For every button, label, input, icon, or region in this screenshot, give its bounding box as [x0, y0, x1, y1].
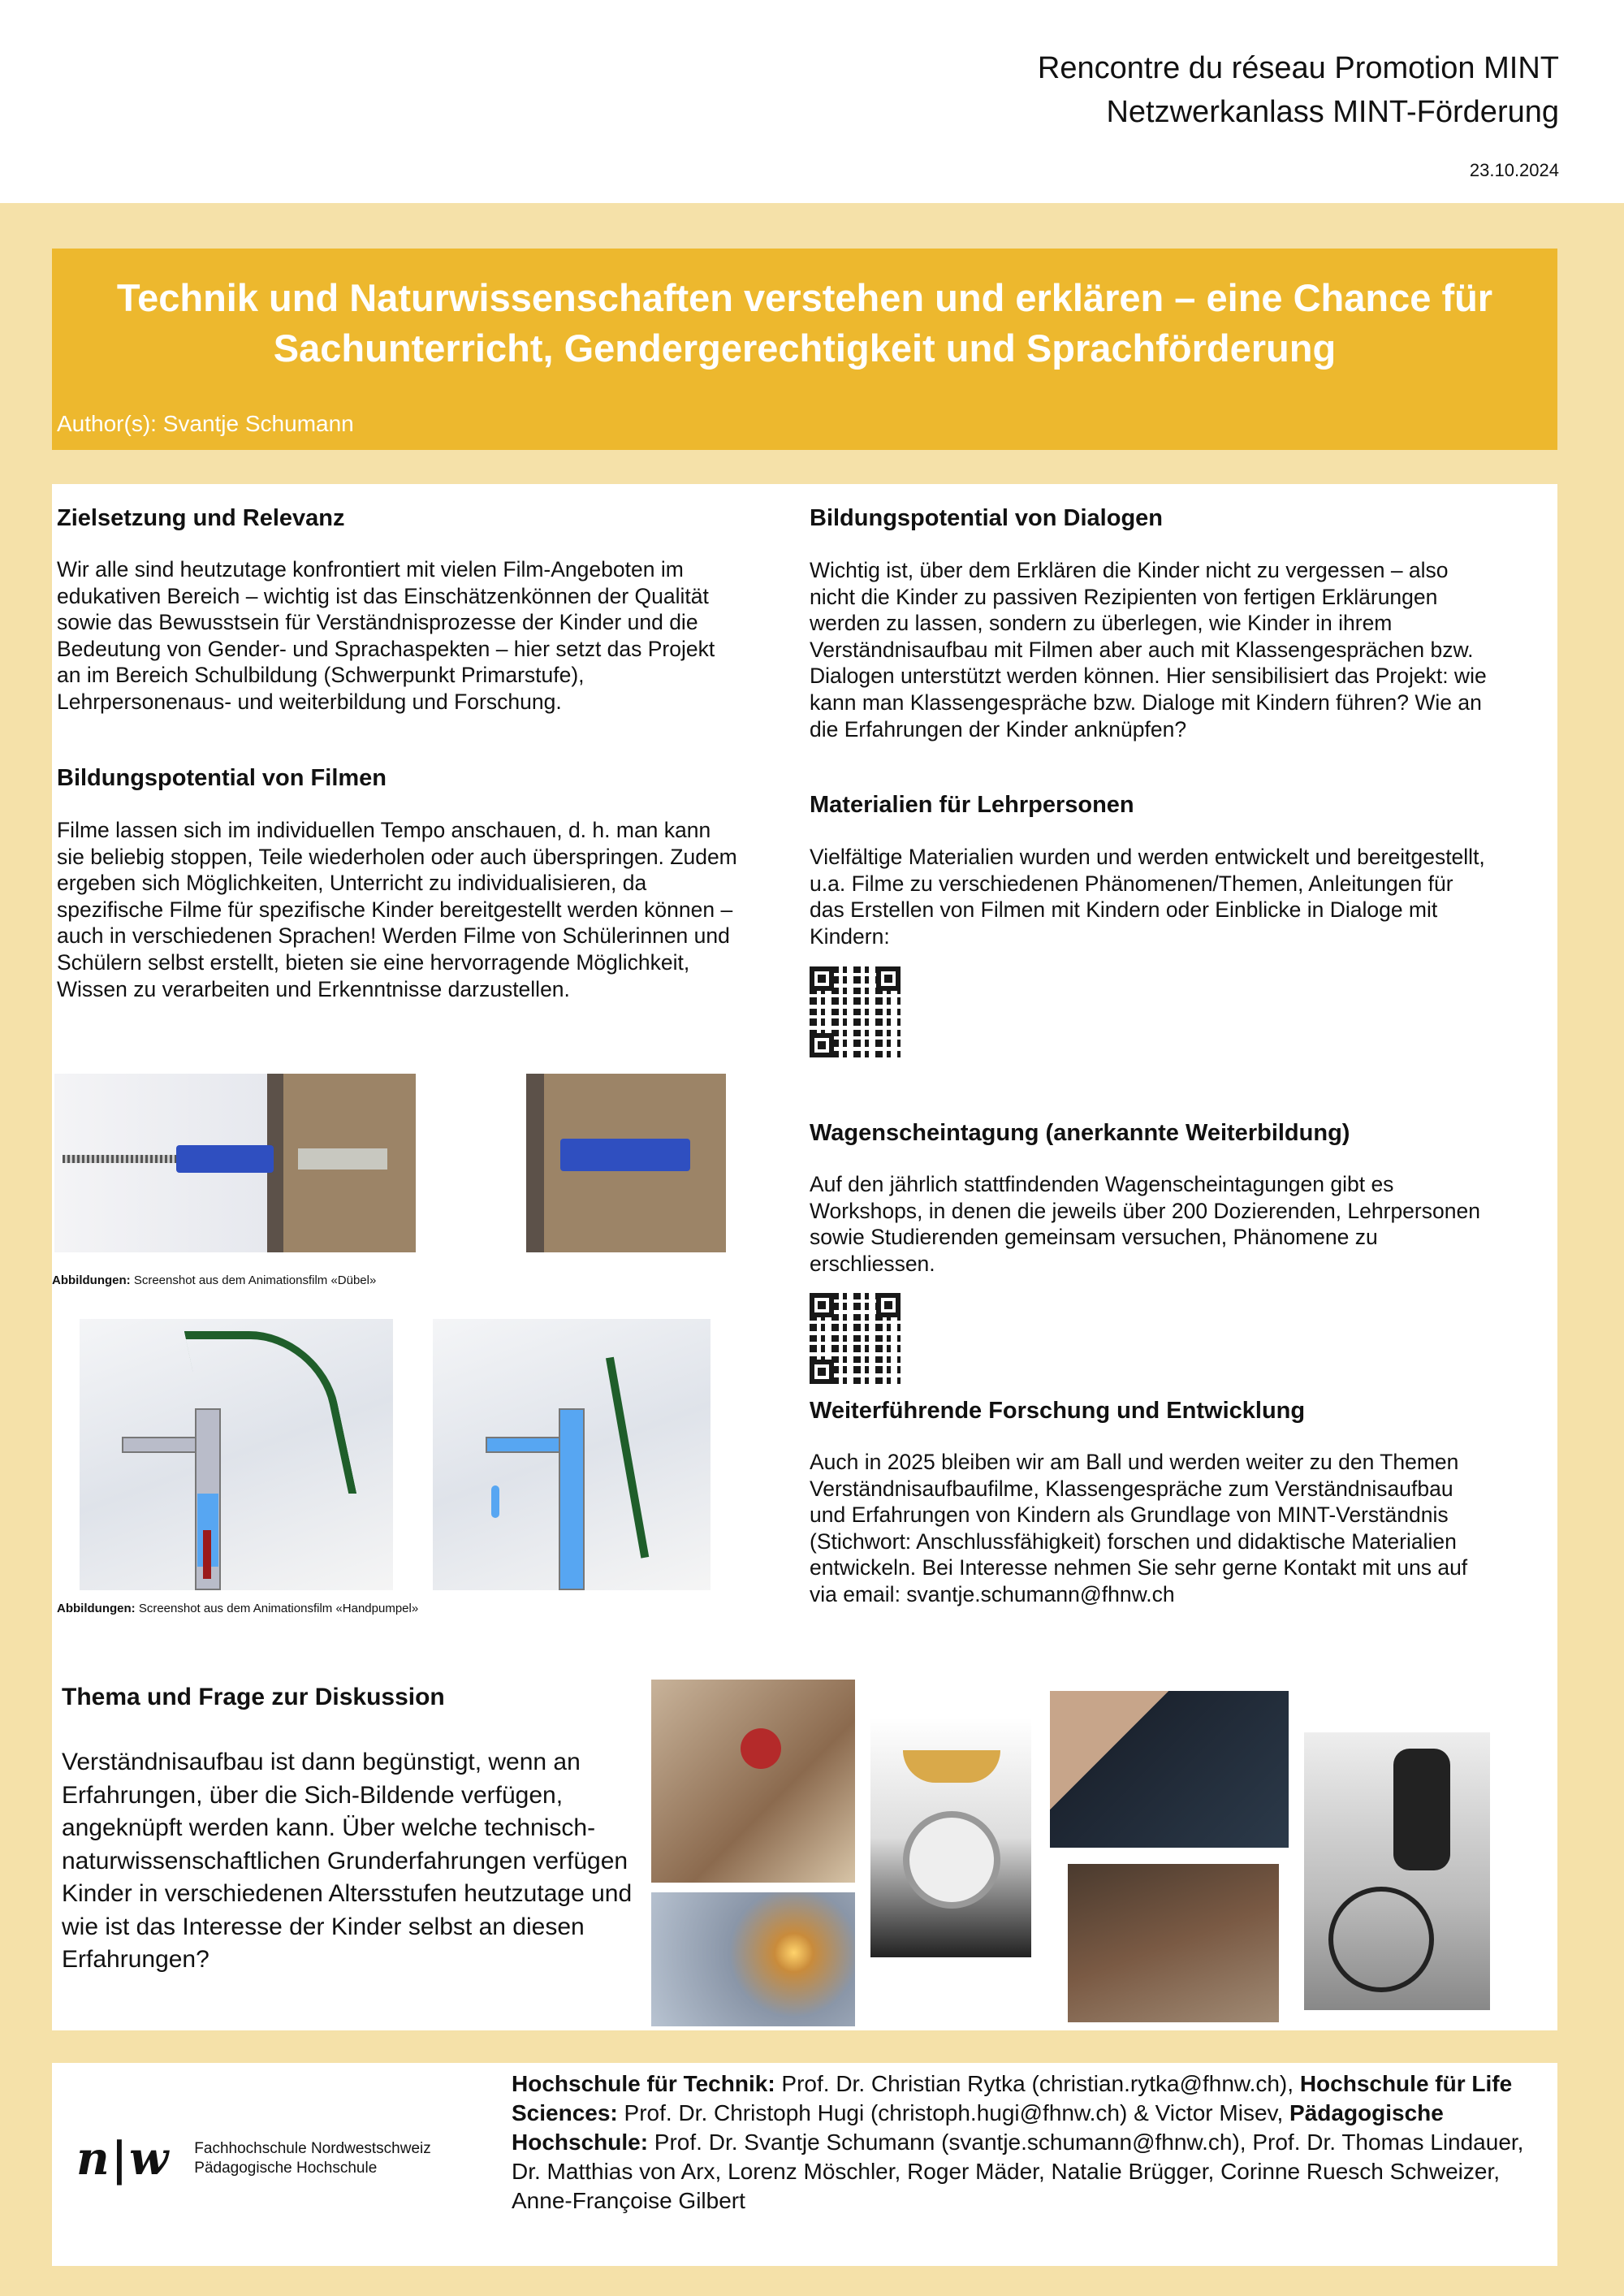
- handpump-image-1: [80, 1319, 393, 1590]
- duebel-image-1: [54, 1074, 416, 1252]
- heading-wagenscheintagung: Wagenscheintagung (anerkannte Weiterbildung): [810, 1120, 1350, 1146]
- contrib-label-ph: Pädagogische Hochschule:: [512, 2100, 1444, 2155]
- handpump-image-2: [433, 1319, 710, 1590]
- heading-filme: Bildungspotential von Filmen: [57, 765, 387, 791]
- contrib-technik: Prof. Dr. Christian Rytka (christian.rytka@fhnw.ch),: [775, 2071, 1300, 2096]
- photo-circuit: [1050, 1691, 1289, 1848]
- text-dialoge: Wichtig ist, über dem Erklären die Kinder nicht zu vergessen – also nicht die Kinder zu passiven Rezipienten von fertigen Erklärungen werden zu lassen, sondern zu überlegen, wie Kinder in ihrem Verständnisaufbau mit Filmen aber auch mit Klassengesprächen bzw. Dialogen unterstützt werden können. Hier sensibilisiert das Projekt: wie kann man Klassengespräche bzw. Dialoge mit Kindern führen? Wie an die Erfahrungen der Kinder anknüpfen?: [810, 558, 1487, 742]
- heading-diskussion: Thema und Frage zur Diskussion: [62, 1684, 445, 1710]
- heading-materialien: Materialien für Lehrpersonen: [810, 792, 1134, 818]
- logo-line2: Pädagogische Hochschule: [194, 2160, 378, 2177]
- title-banner: [52, 249, 1557, 450]
- text-forschung: Auch in 2025 bleiben wir am Ball und werden weiter zu den Themen Verständnisaufbaufilme, Klassengespräche zum Verständnisaufbau und Erfahrungen von Kindern als Grundlage von MINT-Verständnis (Stichwort: Anschlussfähigkeit) forschen und didaktische Materialien entwickeln. Bei Interesse nehmen Sie sehr gerne Kontakt mit uns auf via email: svantje.schumann@fhnw.ch: [810, 1450, 1468, 1606]
- logo-line1: Fachhochschule Nordwestschweiz: [194, 2140, 431, 2157]
- photo-match: [651, 1892, 855, 2026]
- caption-label: Abbildungen:: [57, 1602, 136, 1615]
- contrib-label-lifesciences: Hochschule für Life Sciences:: [512, 2071, 1513, 2125]
- fhnw-logo: [76, 2132, 431, 2186]
- author-line: Author(s): Svantje Schumann: [57, 411, 354, 436]
- contributors: [512, 2069, 1543, 2216]
- photo-bicycle-wheel: [1304, 1732, 1490, 2010]
- text-filme: Filme lassen sich im individuellen Tempo anschauen, d. h. man kann sie beliebig stoppen, Teile wiederholen oder auch überspringen. Zudem ergeben sich Möglichkeiten, Unterricht zu individualisieren, da spezifische Filme für spezifische Kinder bereitgestellt werden können – auch in verschiedenen Sprachen! Werden Filme von Schülerinnen und Schülern selbst erstellt, bieten sie eine hervorragende Möglichkeit, Wissen zu verarbeiten und Erkenntnisse darzustellen.: [57, 818, 737, 1001]
- caption-handpump: [57, 1602, 418, 1615]
- duebel-image-2: [526, 1074, 726, 1252]
- photo-shoe: [1068, 1864, 1279, 2022]
- event-title-de: Netzwerkanlass MINT-Förderung: [1106, 95, 1559, 129]
- qr-code-materialien[interactable]: [810, 966, 901, 1057]
- contrib-ph: Prof. Dr. Svantje Schumann (svantje.schumann@fhnw.ch), Prof. Dr. Thomas Lindauer, Dr. Matthias von Arx, Lorenz Möschler, Roger Mäder, Natalie Brügger, Corinne Ruesch Schweizer, Anne-Françoise Gilbert: [512, 2130, 1524, 2213]
- caption-text: Screenshot aus dem Animationsfilm «Dübel»: [130, 1273, 377, 1287]
- text-zielsetzung: Wir alle sind heutzutage konfrontiert mit vielen Film-Angeboten im edukativen Bereich – wichtig ist das Einschätzenkönnen der Qualität sowie das Bewusstsein für Verständnisprozesse der Kinder und die Bedeutung von Gender- und Sprachaspekten – hier setzt das Projekt an im Bereich Schulbildung (Schwerpunkt Primarstufe), Lehrpersonenaus- und weiterbildung und Forschung.: [57, 557, 715, 714]
- qr-code-wagenschein[interactable]: [810, 1293, 901, 1384]
- logo-mark: n|w: [76, 2132, 171, 2186]
- event-title-fr: Rencontre du réseau Promotion MINT: [1037, 51, 1559, 85]
- caption-text: Screenshot aus dem Animationsfilm «Handpumpel»: [135, 1602, 419, 1615]
- heading-zielsetzung: Zielsetzung und Relevanz: [57, 505, 345, 531]
- caption-label: Abbildungen:: [52, 1273, 131, 1287]
- footer: [52, 2063, 1557, 2266]
- logo-text: [194, 2139, 430, 2178]
- text-materialien: Vielfältige Materialien wurden und werden entwickelt und bereitgestellt, u.a. Filme zu verschiedenen Phänomenen/Themen, Anleitungen für das Erstellen von Filmen mit Kindern oder Einblicke in Dialoge mit Kindern:: [810, 845, 1485, 949]
- contrib-label-technik: Hochschule für Technik:: [512, 2071, 775, 2096]
- contrib-lifesciences: Prof. Dr. Christoph Hugi (christoph.hugi@fhnw.ch) & Victor Misev,: [617, 2100, 1290, 2125]
- text-diskussion: Verständnisaufbau ist dann begünstigt, wenn an Erfahrungen, über die Sich-Bildende verfügen, angeknüpft werden kann. Über welche technisch-naturwissenschaftlichen Grunderfahrungen verfügen Kinder in verschiedenen Altersstufen heutzutage und wie ist das Interesse der Kinder selbst an diesen Erfahrungen?: [62, 1749, 633, 1973]
- photo-scale: [870, 1718, 1031, 1957]
- text-wagenscheintagung: Auf den jährlich stattfindenden Wagenscheintagungen gibt es Workshops, in denen die jeweils über 200 Dozierenden, Lehrpersonen sowie Studierenden gemeinsam versuchen, Phänomene zu erschliessen.: [810, 1172, 1480, 1276]
- photo-drill: [651, 1680, 855, 1883]
- heading-dialoge: Bildungspotential von Dialogen: [810, 505, 1163, 531]
- heading-forschung: Weiterführende Forschung und Entwicklung: [810, 1398, 1306, 1424]
- poster-title: Technik und Naturwissenschaften verstehen und erklären – eine Chance für Sachunterricht, Gendergerechtigkeit und Sprachförderung: [116, 276, 1493, 370]
- event-date: 23.10.2024: [1469, 160, 1559, 180]
- caption-duebel: [52, 1273, 376, 1287]
